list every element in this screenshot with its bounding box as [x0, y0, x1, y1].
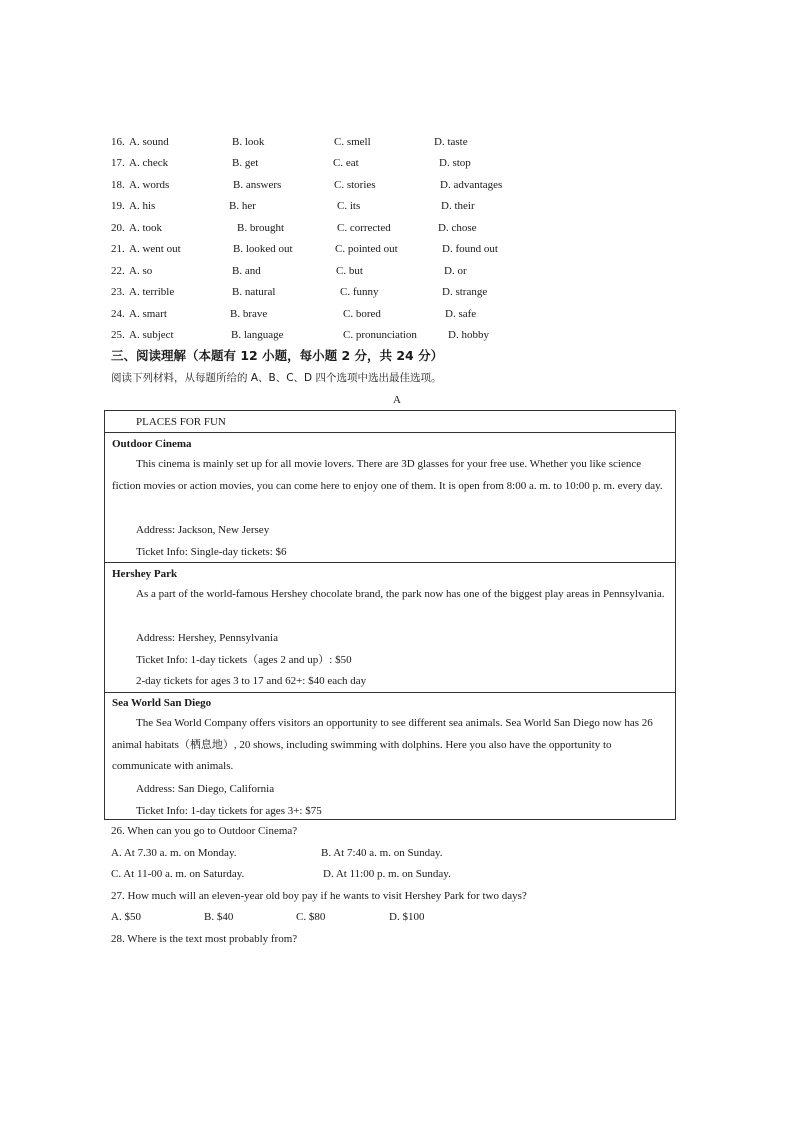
- option-d: D. At 11:00 p. m. on Sunday.: [323, 868, 451, 880]
- option-row-23: [111, 285, 711, 299]
- place-ticket-outdoor-cinema: Ticket Info: Single-day tickets: $6: [136, 546, 287, 558]
- option-d: D. $100: [389, 911, 425, 923]
- option-b: B. brought: [237, 222, 285, 234]
- row-divider: [105, 562, 675, 563]
- option-row-21: [111, 242, 711, 256]
- place-ticket-extra-hershey-park: 2-day tickets for ages 3 to 17 and 62+: $40 each day: [136, 675, 367, 687]
- option-b: B. $40: [204, 911, 234, 923]
- option-c: C. its: [337, 200, 361, 212]
- option-c: C. bored: [343, 308, 381, 320]
- option-a: A. terrible: [129, 286, 175, 298]
- option-b: B. natural: [232, 286, 276, 298]
- question-stem: 27. How much will an eleven-year old boy pay if he wants to visit Hershey Park for two days?: [111, 890, 527, 902]
- option-b: B. At 7:40 a. m. on Sunday.: [321, 847, 443, 859]
- option-a: A. At 7.30 a. m. on Monday.: [111, 847, 237, 859]
- option-b: B. her: [229, 200, 256, 212]
- place-description-hershey-park: As a part of the world-famous Hershey chocolate brand, the park now has one of the biggest play areas in Pennsylvania.: [136, 588, 665, 600]
- places-table: [104, 410, 676, 820]
- question-number: 20.: [111, 222, 125, 234]
- option-d: D. found out: [442, 243, 498, 255]
- place-name-sea-world: Sea World San Diego: [112, 697, 212, 709]
- option-row-18: [111, 178, 711, 192]
- option-c: C. pointed out: [335, 243, 398, 255]
- question-number: 17.: [111, 157, 125, 169]
- option-a: A. went out: [129, 243, 181, 255]
- option-c: C. $80: [296, 911, 326, 923]
- question-number: 18.: [111, 179, 125, 191]
- section-instruction: 阅读下列材料，从每题所给的 A、B、C、D 四个选项中选出最佳选项。: [111, 372, 442, 384]
- question-stem: 28. Where is the text most probably from?: [111, 933, 298, 945]
- row-divider: [105, 432, 675, 433]
- option-d: D. hobby: [448, 329, 489, 341]
- option-d: D. safe: [445, 308, 477, 320]
- option-row-25: [111, 328, 711, 342]
- option-d: D. stop: [439, 157, 471, 169]
- option-a: A. words: [129, 179, 170, 191]
- option-c: C. eat: [333, 157, 359, 169]
- option-c: C. but: [336, 265, 363, 277]
- passage-label: A: [393, 394, 401, 406]
- question-number: 22.: [111, 265, 125, 277]
- question-number: 23.: [111, 286, 125, 298]
- option-row-19: [111, 199, 711, 213]
- option-row-24: [111, 307, 711, 321]
- option-a: A. so: [129, 265, 153, 277]
- question-stem: 26. When can you go to Outdoor Cinema?: [111, 825, 298, 837]
- option-c: C. corrected: [337, 222, 391, 234]
- place-address-hershey-park: Address: Hershey, Pennsylvania: [136, 632, 278, 644]
- option-d: D. taste: [434, 136, 468, 148]
- place-address-outdoor-cinema: Address: Jackson, New Jersey: [136, 524, 270, 536]
- place-name-hershey-park: Hershey Park: [112, 568, 178, 580]
- option-a: A. smart: [129, 308, 167, 320]
- place-ticket-hershey-park: Ticket Info: 1-day tickets（ages 2 and up）: $50: [136, 654, 352, 666]
- option-c: C. At 11-00 a. m. on Saturday.: [111, 868, 245, 880]
- option-b: B. language: [231, 329, 284, 341]
- question-number: 16.: [111, 136, 125, 148]
- option-a: A. check: [129, 157, 169, 169]
- place-description-sea-world: The Sea World Company offers visitors an opportunity to see different sea animals. Sea World San Diego now has 26 animal habitats（栖息地）, 20 shows, including swimming with dolphins. Here you also have the opportunity to communicate with animals.: [112, 717, 653, 773]
- option-b: B. brave: [230, 308, 268, 320]
- option-d: D. or: [444, 265, 467, 277]
- option-row-20: [111, 221, 711, 235]
- table-header: PLACES FOR FUN: [136, 416, 226, 428]
- option-a: A. sound: [129, 136, 169, 148]
- option-row-22: [111, 264, 711, 278]
- option-c: C. stories: [334, 179, 376, 191]
- section-title: 三、阅读理解（本题有 12 小题，每小题 2 分，共 24 分）: [111, 348, 444, 363]
- row-divider: [105, 692, 675, 693]
- option-a: A. his: [129, 200, 156, 212]
- option-c: C. pronunciation: [343, 329, 417, 341]
- place-address-sea-world: Address: San Diego, California: [136, 783, 275, 795]
- option-row-16: [111, 135, 711, 149]
- option-d: D. advantages: [440, 179, 503, 191]
- question-number: 19.: [111, 200, 125, 212]
- option-d: D. their: [441, 200, 475, 212]
- option-a: A. $50: [111, 911, 141, 923]
- option-b: B. answers: [233, 179, 282, 191]
- option-d: D. strange: [442, 286, 488, 298]
- option-row-17: [111, 156, 711, 170]
- place-name-outdoor-cinema: Outdoor Cinema: [112, 438, 192, 450]
- place-description-outdoor-cinema: This cinema is mainly set up for all movie lovers. There are 3D glasses for your free use. Whether you like science fiction movies or action movies, you can come here to enjoy one of them. It is open from 8:00 a. m. to 10:00 p. m. every day.: [112, 458, 663, 492]
- question-number: 25.: [111, 329, 125, 341]
- option-c: C. smell: [334, 136, 371, 148]
- option-b: B. get: [232, 157, 259, 169]
- option-b: B. look: [232, 136, 265, 148]
- option-b: B. and: [232, 265, 261, 277]
- place-ticket-sea-world: Ticket Info: 1-day tickets for ages 3+: $75: [136, 805, 322, 817]
- question-number: 24.: [111, 308, 125, 320]
- option-b: B. looked out: [233, 243, 293, 255]
- option-d: D. chose: [438, 222, 477, 234]
- question-number: 21.: [111, 243, 125, 255]
- option-a: A. took: [129, 222, 162, 234]
- option-a: A. subject: [129, 329, 174, 341]
- option-c: C. funny: [340, 286, 379, 298]
